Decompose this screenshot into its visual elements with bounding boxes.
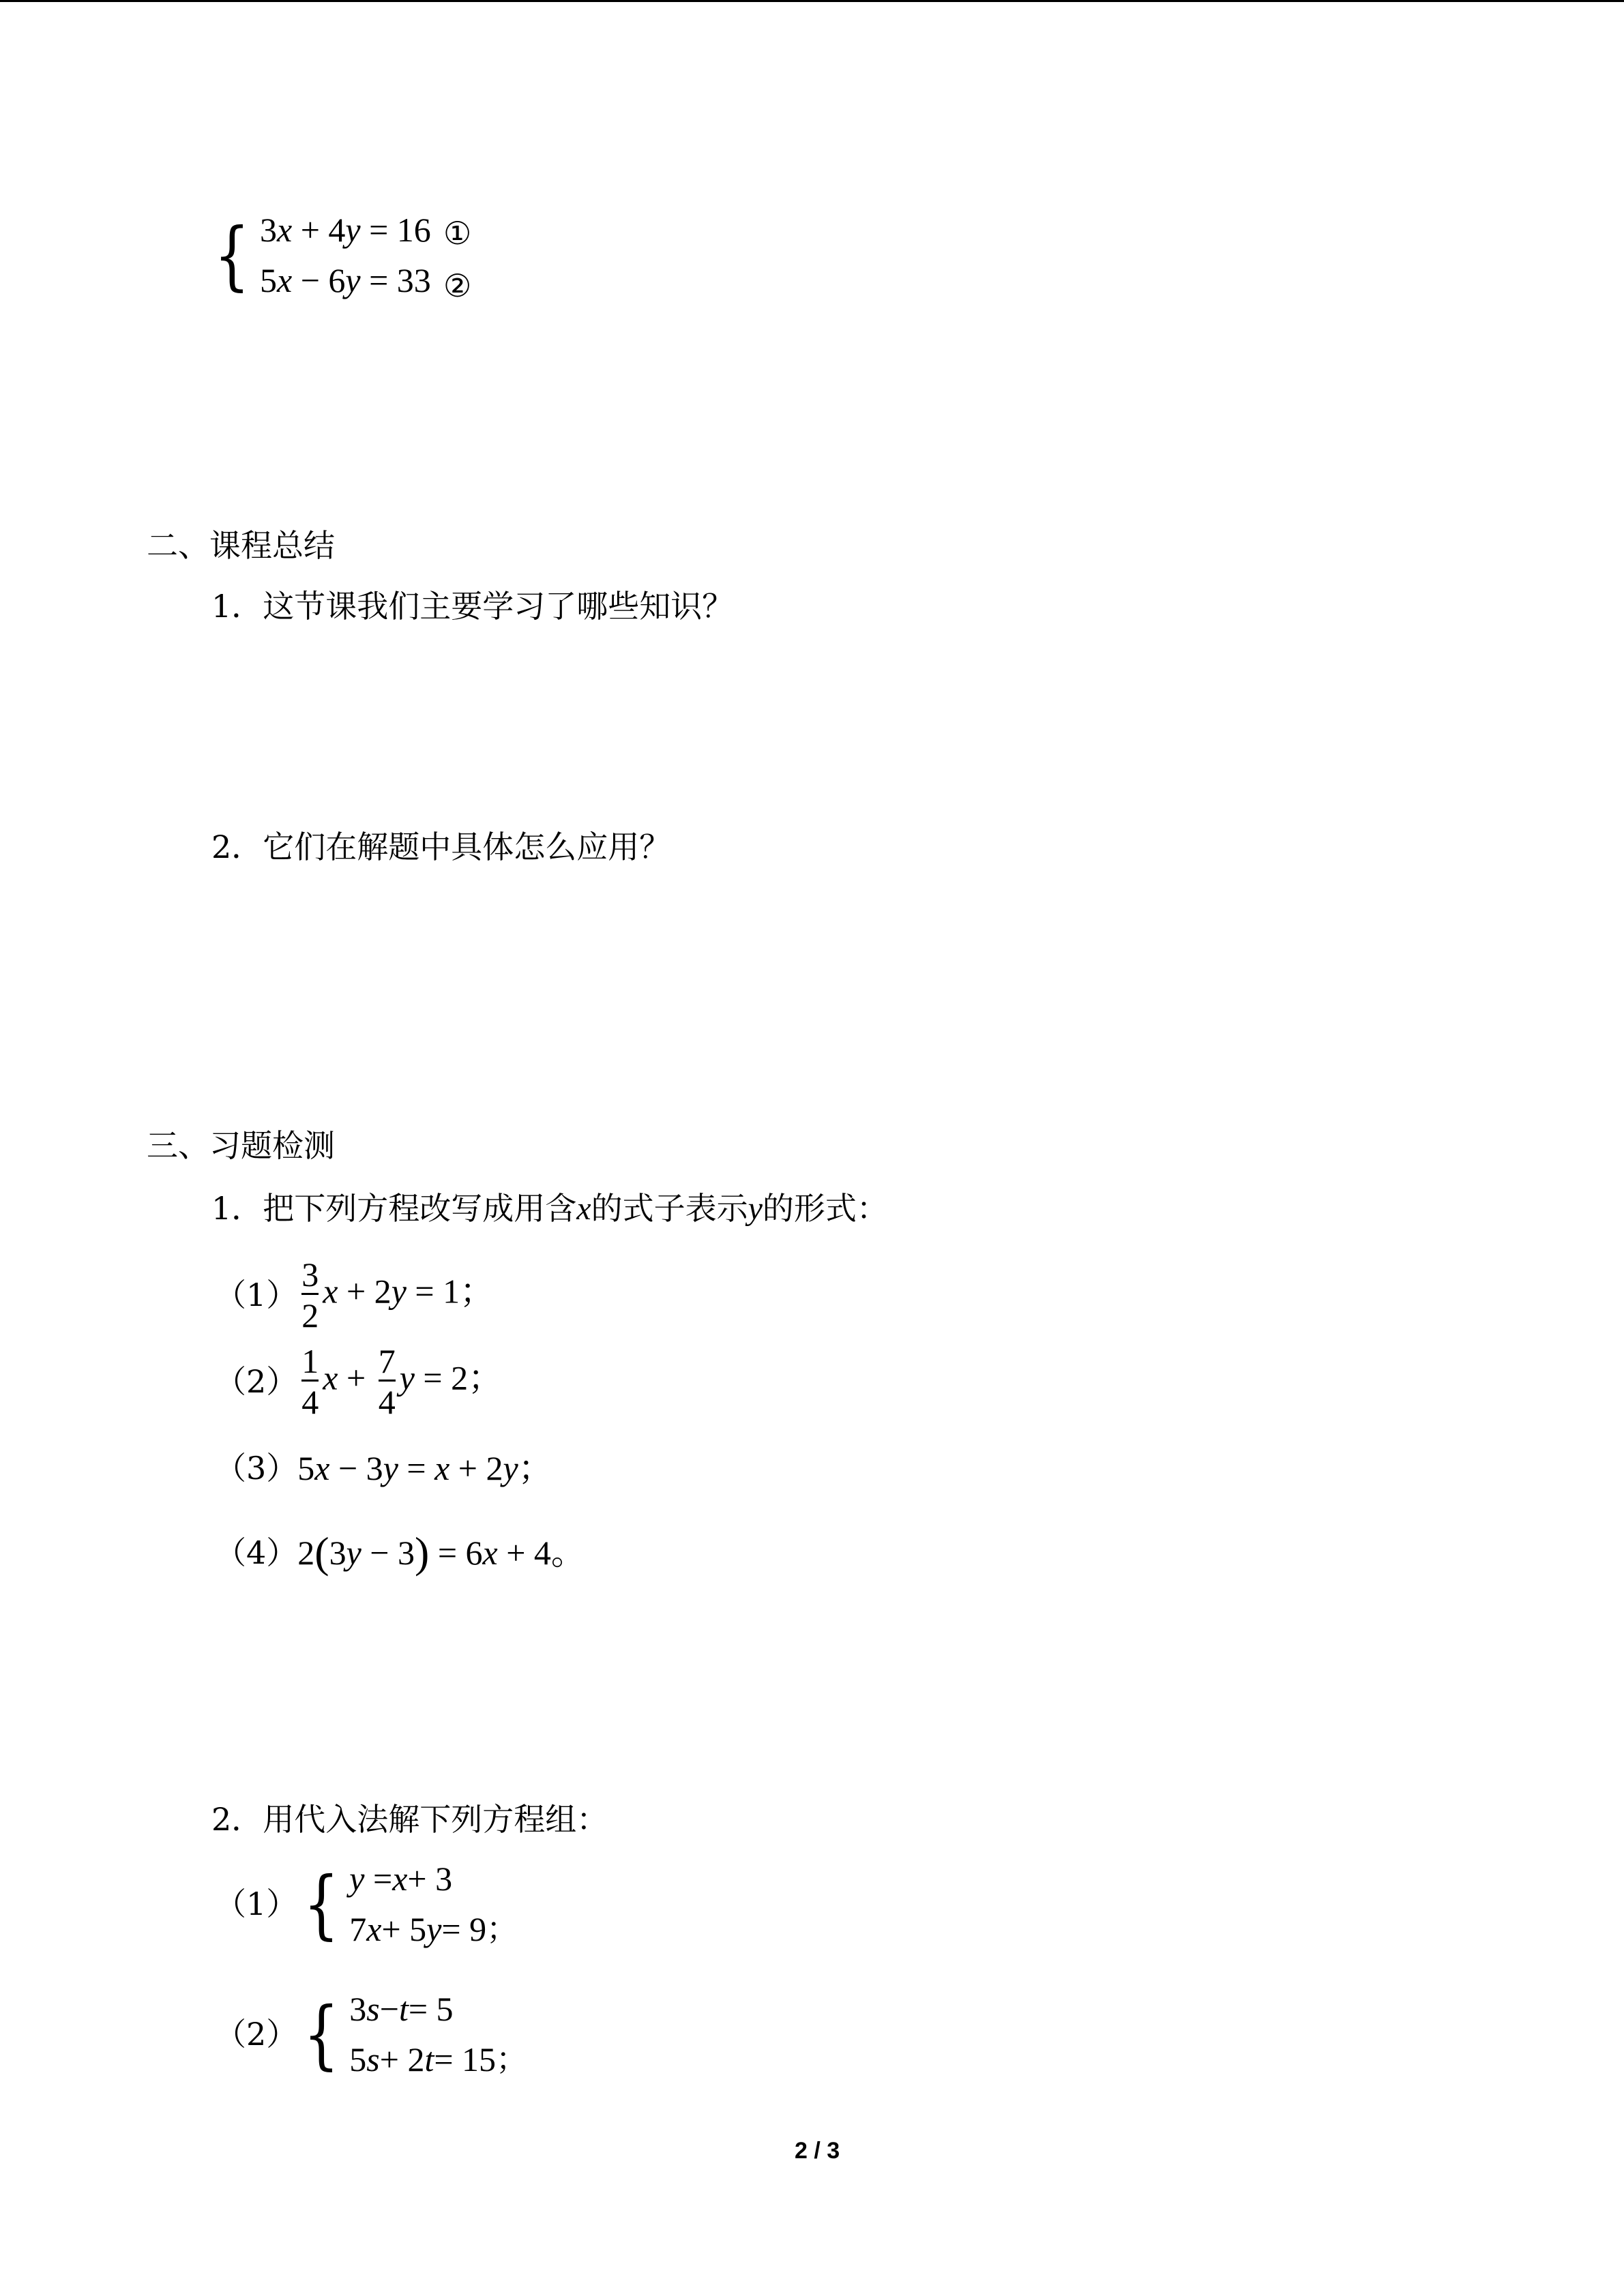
exercise-2-item-2: （2） { 3 s − t = 5 5 s + 2 t = 15 ；	[215, 1990, 528, 2078]
exercise-2-item-1: （1） { y = x + 3 7 x + 5 y = 9 ；	[215, 1860, 518, 1948]
exercise-1-item-2: （2） $\frac{1}{4}$ x + $\frac{7}{4}$ y = 2；	[215, 1342, 503, 1421]
item-4-expression: 2(3y − 3) = 6x + 4。	[297, 1528, 585, 1577]
exercise-1-item-3: （3） 5x − 3y = x + 2y；	[215, 1449, 552, 1487]
section-title-exercises: 三、习题检测	[147, 1127, 335, 1164]
brace-icon: {	[213, 211, 250, 299]
equation-line-2: 5x − 6y = 33	[260, 261, 431, 299]
exercise-1-item-4: （4） 2(3y − 3) = 6x + 4。	[215, 1528, 585, 1577]
brace-icon: {	[304, 1860, 340, 1948]
brace-icon: {	[304, 1991, 340, 2078]
item-2-expression: $\frac{1}{4}$ x + $\frac{7}{4}$ y = 2；	[301, 1342, 503, 1421]
circled-one-marker: ①	[443, 215, 472, 252]
circled-two-marker: ②	[443, 267, 472, 304]
exercise-question-1: 1．把下列方程改写成用含x的式子表示y的形式：	[211, 1190, 888, 1227]
section-title-summary: 二、课程总结	[147, 527, 335, 564]
summary-question-1: 1．这节课我们主要学习了哪些知识？	[211, 588, 734, 625]
item-1-expression: $\frac{3}{2}$ x + 2y = 1；	[301, 1255, 494, 1335]
summary-question-2: 2．它们在解题中具体怎么应用？	[211, 829, 671, 865]
exercise-question-2: 2．用代入法解下列方程组：	[211, 1801, 608, 1838]
item-3-expression: 5x − 3y = x + 2y；	[297, 1449, 552, 1487]
top-border	[0, 0, 1624, 2]
equation-line-1: 3x + 4y = 16	[260, 211, 431, 249]
page-number: 2 / 3	[795, 2138, 840, 2164]
exercise-1-item-1: （1） $\frac{3}{2}$ x + 2y = 1；	[215, 1255, 494, 1335]
equation-system-top	[208, 205, 431, 305]
